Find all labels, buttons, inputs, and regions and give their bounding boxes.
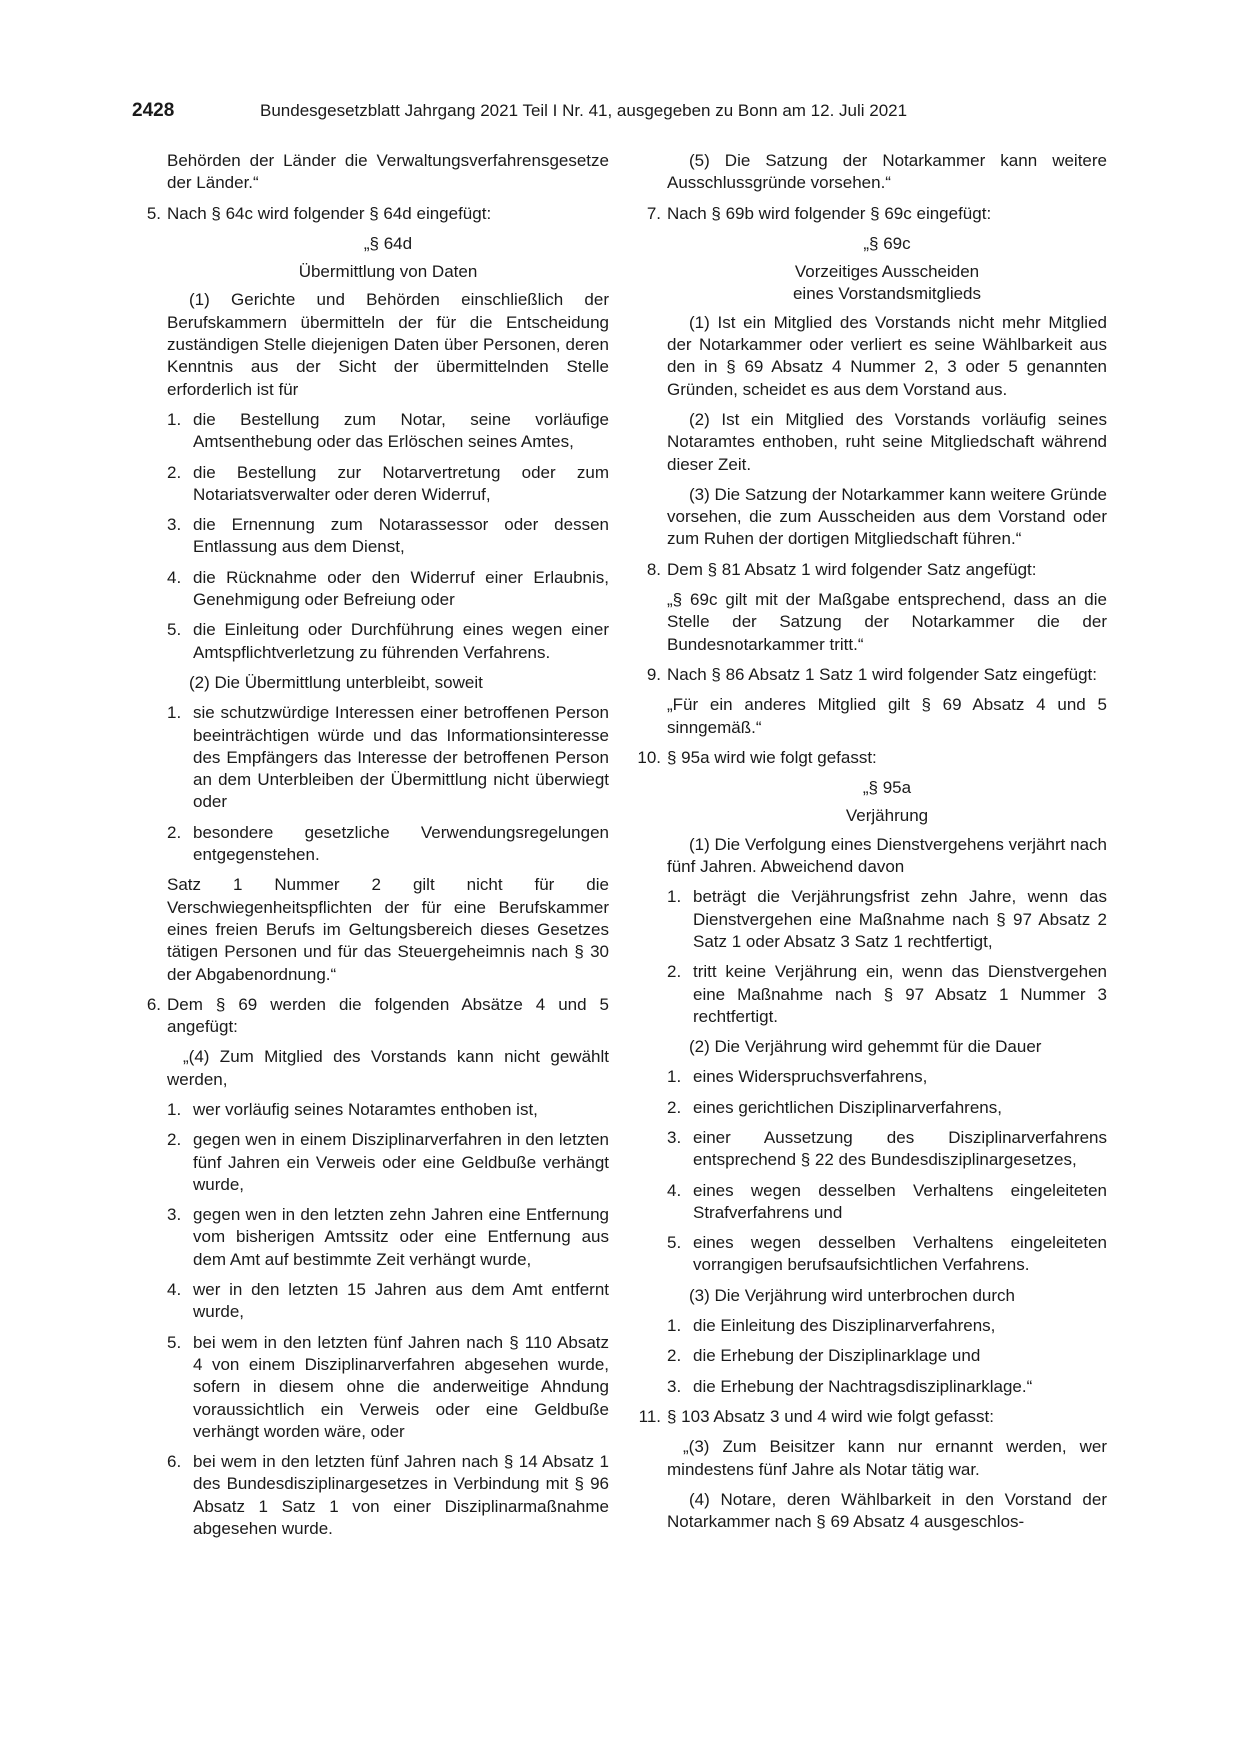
paragraph: (5) Die Satzung der Notarkammer kann weitere Ausschlussgründe vorsehen.“ <box>667 151 1107 193</box>
list-item: 1. eines Widerspruchsverfahrens, <box>667 1067 928 1087</box>
list-item: 6. bei wem in den letzten fünf Jahren nach § 14 Absatz 1 des Bundesdisziplinargesetzes in Verbindung mit § 96 Absatz 1 Satz 1 von einer Disziplinarmaßnahme abgesehen wurde. <box>167 1452 609 1539</box>
section-heading: „§ 69c <box>863 233 911 253</box>
section-title: Verjährung <box>845 806 929 826</box>
list-item: 2. besondere gesetzliche Verwendungsregelungen entgegenstehen. <box>167 822 609 865</box>
list-item: 1. sie schutzwürdige Interessen einer betroffenen Person beeinträchtigen würde und das Informationsinteresse des Empfängers das Interesse der betroffenen Person an dem Unterbleiben der Übermittlung nicht überwiegt oder <box>167 703 609 812</box>
section-title: eines Vorstandsmitglieds <box>792 284 982 304</box>
amendment-item-7: 7. Nach § 69b wird folgender § 69c eingefügt: <box>646 203 992 223</box>
left-column <box>137 150 609 1548</box>
amendment-item-11: 11. § 103 Absatz 3 und 4 wird wie folgt gefasst: <box>638 1406 994 1426</box>
continued-text: Behörden der Länder die Verwaltungsverfahrensgesetze der Länder.“ <box>167 151 609 193</box>
list-item: 5. eines wegen desselben Verhaltens eingeleiteten vorrangigen berufsaufsichtlichen Verfahrens. <box>667 1233 1107 1275</box>
page-header <box>132 100 1101 124</box>
paragraph: (1) Ist ein Mitglied des Vorstands nicht mehr Mitglied der Notarkammer oder verliert es seine Wählbarkeit aus den in § 69 Absatz 4 Nummer 2, 3 oder 5 genannten Gründen, scheidet es aus dem Vorstand aus. <box>667 312 1107 399</box>
list-item: 1. die Einleitung des Disziplinarverfahrens, <box>667 1316 996 1336</box>
right-column <box>637 150 1107 1541</box>
list-item: 3. gegen wen in den letzten zehn Jahren eine Entfernung vom bisherigen Amtssitz oder eine Entfernung aus dem Amt auf bestimmte Zeit verhängt wurde, <box>167 1205 609 1269</box>
list-item: 3. die Erhebung der Nachtragsdisziplinarklage.“ <box>667 1376 1033 1396</box>
amendment-item-10: 10. § 95a wird wie folgt gefasst: <box>637 747 877 767</box>
amendment-item-6: 6. Dem § 69 werden die folgenden Absätze 4 und 5 angefügt: <box>146 994 609 1037</box>
paragraph: „(3) Zum Beisitzer kann nur ernannt werden, wer mindestens fünf Jahre als Notar tätig war. <box>667 1437 1107 1479</box>
paragraph: (3) Die Verjährung wird unterbrochen durch <box>689 1285 1016 1305</box>
paragraph: Satz 1 Nummer 2 gilt nicht für die Verschwiegenheitspflichten der für eine Berufskammer eines freien Berufs im Geltungsbereich dieses Gesetzes tätigen Personen und für das Steuergeheimnis nach § 30 der Abgabenordnung.“ <box>167 875 609 984</box>
paragraph: (2) Die Übermittlung unterbleibt, soweit <box>189 672 483 692</box>
list-item: 3. einer Aussetzung des Disziplinarverfahrens entsprechend § 22 des Bundesdisziplinargesetzes, <box>667 1127 1107 1170</box>
paragraph: „(4) Zum Mitglied des Vorstands kann nicht gewählt werden, <box>167 1047 609 1089</box>
list-item: 1. beträgt die Verjährungsfrist zehn Jahre, wenn das Dienstvergehen eine Maßnahme nach § 97 Absatz 2 Satz 1 oder Absatz 3 Satz 1 rechtfertigt, <box>667 887 1107 951</box>
amendment-item-9: 9. Nach § 86 Absatz 1 Satz 1 wird folgender Satz eingefügt: <box>646 664 1097 684</box>
paragraph: (2) Die Verjährung wird gehemmt für die Dauer <box>689 1037 1042 1057</box>
list-item: 4. wer in den letzten 15 Jahren aus dem Amt entfernt wurde, <box>167 1280 609 1322</box>
list-item: 5. die Einleitung oder Durchführung eines wegen einer Amtspflichtverletzung zu führenden Verfahrens. <box>167 620 609 662</box>
list-item: 1. die Bestellung zum Notar, seine vorläufige Amtsenthebung oder das Erlöschen seines Amtes, <box>167 409 609 452</box>
list-item: 5. bei wem in den letzten fünf Jahren nach § 110 Absatz 4 von einem Disziplinarverfahren abgesehen wurde, sofern in diesem ohne die anderweitige Ahndung voraussichtlich ein Verweis oder eine Geldbuße verhängt worden wäre, oder <box>167 1332 609 1441</box>
section-title: Übermittlung von Daten <box>298 262 478 282</box>
section-title: Vorzeitiges Ausscheiden <box>794 262 980 282</box>
amendment-item-5: 5. Nach § 64c wird folgender § 64d eingefügt: <box>146 203 492 223</box>
list-item: 1. wer vorläufig seines Notaramtes enthoben ist, <box>167 1099 538 1119</box>
amendment-item-8: 8. Dem § 81 Absatz 1 wird folgender Satz angefügt: <box>646 559 1037 579</box>
list-item: 3. die Ernennung zum Notarassessor oder dessen Entlassung aus dem Dienst, <box>167 515 609 557</box>
paragraph: (1) Die Verfolgung eines Dienstvergehens verjährt nach fünf Jahren. Abweichend davon <box>667 834 1107 877</box>
quoted-text: „§ 69c gilt mit der Maßgabe entsprechend, dass an die Stelle der Satzung der Notarkammer die der Bundesnotarkammer tritt.“ <box>667 590 1107 654</box>
list-item: 4. die Rücknahme oder den Widerruf einer Erlaubnis, Genehmigung oder Befreiung oder <box>167 567 609 610</box>
paragraph: (2) Ist ein Mitglied des Vorstands vorläufig seines Notaramtes enthoben, ruht seine Mitgliedschaft während dieser Zeit. <box>667 409 1107 474</box>
list-item: 2. eines gerichtlichen Disziplinarverfahrens, <box>667 1097 1002 1117</box>
list-item: 4. eines wegen desselben Verhaltens eingeleiteten Strafverfahrens und <box>667 1180 1107 1222</box>
running-title: Bundesgesetzblatt Jahrgang 2021 Teil I Nr. 41, ausgegeben zu Bonn am 12. Juli 2021 <box>260 101 908 120</box>
list-item: 2. tritt keine Verjährung ein, wenn das Dienstvergehen eine Maßnahme nach § 97 Absatz 1 Nummer 3 rechtfertigt. <box>667 962 1107 1026</box>
paragraph: (4) Notare, deren Wählbarkeit in den Vorstand der Notarkammer nach § 69 Absatz 4 ausgeschlos- <box>667 1489 1107 1532</box>
section-heading: „§ 95a <box>862 778 912 798</box>
paragraph: (1) Gerichte und Behörden einschließlich der Berufskammern übermitteln der für die Entscheidung zuständigen Stelle diejenigen Daten über Personen, deren Kenntnis aus der Sicht der übermittelnden Stelle erforderlich ist für <box>167 290 609 399</box>
page-number: 2428 <box>132 100 175 121</box>
section-heading: „§ 64d <box>363 233 413 253</box>
list-item: 2. die Bestellung zur Notarvertretung oder zum Notariatsverwalter oder deren Widerruf, <box>167 462 609 504</box>
paragraph: (3) Die Satzung der Notarkammer kann weitere Gründe vorsehen, die zum Ausscheiden aus dem Vorstand oder zum Ruhen der dortigen Mitgliedschaft führen.“ <box>667 484 1107 549</box>
quoted-text: „Für ein anderes Mitglied gilt § 69 Absatz 4 und 5 sinngemäß.“ <box>667 695 1107 737</box>
list-item: 2. die Erhebung der Disziplinarklage und <box>667 1346 981 1366</box>
list-item: 2. gegen wen in einem Disziplinarverfahren in den letzten fünf Jahren ein Verweis oder eine Geldbuße verhängt wurde, <box>167 1130 609 1194</box>
